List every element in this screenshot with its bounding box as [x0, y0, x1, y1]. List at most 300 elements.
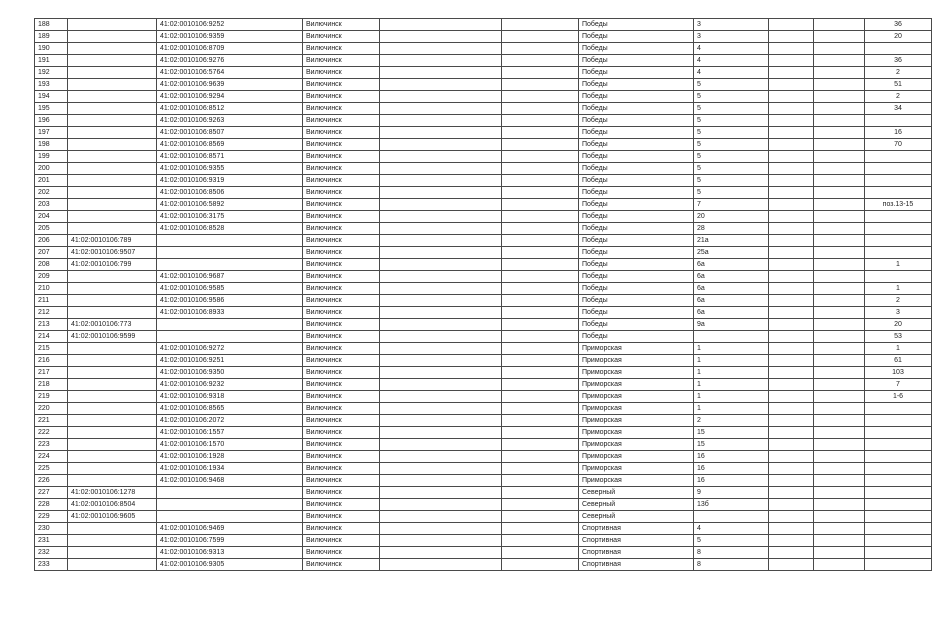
empty-cell — [769, 259, 814, 271]
empty-cell — [380, 487, 502, 499]
street-cell: Победы — [579, 115, 694, 127]
premises-cadastral-number-cell: 41:02:0010106:9272 — [157, 343, 303, 355]
empty-cell — [502, 43, 579, 55]
apartment-cell — [865, 427, 932, 439]
empty-cell — [502, 535, 579, 547]
locality-cell: Вилючинск — [303, 535, 380, 547]
premises-cadastral-number-cell — [157, 235, 303, 247]
empty-cell — [380, 391, 502, 403]
empty-cell — [380, 307, 502, 319]
premises-cadastral-number-cell: 41:02:0010106:7599 — [157, 535, 303, 547]
locality-cell: Вилючинск — [303, 547, 380, 559]
empty-cell — [769, 115, 814, 127]
empty-cell — [814, 307, 865, 319]
cadastral-number-cell — [68, 403, 157, 415]
empty-cell — [769, 547, 814, 559]
apartment-cell — [865, 487, 932, 499]
street-cell: Победы — [579, 91, 694, 103]
empty-cell — [769, 355, 814, 367]
empty-cell — [502, 427, 579, 439]
empty-cell — [769, 79, 814, 91]
empty-cell — [769, 343, 814, 355]
empty-cell — [380, 319, 502, 331]
cadastral-number-cell — [68, 211, 157, 223]
locality-cell: Вилючинск — [303, 139, 380, 151]
street-cell: Приморская — [579, 379, 694, 391]
table-row — [35, 175, 932, 187]
empty-cell — [769, 487, 814, 499]
cadastral-number-cell — [68, 79, 157, 91]
locality-cell: Вилючинск — [303, 67, 380, 79]
cadastral-number-cell — [68, 127, 157, 139]
table-row — [35, 355, 932, 367]
street-cell: Победы — [579, 127, 694, 139]
locality-cell: Вилючинск — [303, 391, 380, 403]
table-row — [35, 163, 932, 175]
row-number-cell: 206 — [35, 235, 68, 247]
empty-cell — [502, 367, 579, 379]
empty-cell — [380, 187, 502, 199]
street-cell: Победы — [579, 199, 694, 211]
locality-cell: Вилючинск — [303, 163, 380, 175]
empty-cell — [380, 91, 502, 103]
empty-cell — [502, 343, 579, 355]
table-row — [35, 307, 932, 319]
empty-cell — [380, 403, 502, 415]
cadastral-number-cell — [68, 343, 157, 355]
house-number-cell: 5 — [694, 151, 769, 163]
cadastral-number-cell — [68, 55, 157, 67]
locality-cell: Вилючинск — [303, 199, 380, 211]
cadastral-number-cell — [68, 307, 157, 319]
premises-cadastral-number-cell: 41:02:0010106:8569 — [157, 139, 303, 151]
street-cell: Приморская — [579, 451, 694, 463]
row-number-cell: 207 — [35, 247, 68, 259]
empty-cell — [814, 487, 865, 499]
locality-cell: Вилючинск — [303, 355, 380, 367]
street-cell: Приморская — [579, 391, 694, 403]
empty-cell — [380, 79, 502, 91]
empty-cell — [769, 475, 814, 487]
cadastral-number-cell — [68, 223, 157, 235]
empty-cell — [814, 463, 865, 475]
premises-cadastral-number-cell: 41:02:0010106:9350 — [157, 367, 303, 379]
premises-cadastral-number-cell: 41:02:0010106:9252 — [157, 19, 303, 31]
cadastral-number-cell: 41:02:0010106:799 — [68, 259, 157, 271]
empty-cell — [380, 451, 502, 463]
empty-cell — [769, 223, 814, 235]
empty-cell — [380, 235, 502, 247]
row-number-cell: 221 — [35, 415, 68, 427]
street-cell: Победы — [579, 259, 694, 271]
house-number-cell: 5 — [694, 103, 769, 115]
cadastral-number-cell — [68, 103, 157, 115]
street-cell: Северный — [579, 499, 694, 511]
empty-cell — [502, 439, 579, 451]
empty-cell — [769, 559, 814, 571]
empty-cell — [380, 19, 502, 31]
table-row — [35, 19, 932, 31]
premises-cadastral-number-cell: 41:02:0010106:8571 — [157, 151, 303, 163]
table-row — [35, 475, 932, 487]
locality-cell: Вилючинск — [303, 187, 380, 199]
empty-cell — [814, 139, 865, 151]
premises-cadastral-number-cell: 41:02:0010106:9319 — [157, 175, 303, 187]
premises-cadastral-number-cell: 41:02:0010106:9687 — [157, 271, 303, 283]
apartment-cell — [865, 559, 932, 571]
house-number-cell: 7 — [694, 199, 769, 211]
empty-cell — [380, 463, 502, 475]
premises-cadastral-number-cell: 41:02:0010106:9232 — [157, 379, 303, 391]
empty-cell — [380, 523, 502, 535]
apartment-cell: 61 — [865, 355, 932, 367]
street-cell: Победы — [579, 235, 694, 247]
row-number-cell: 217 — [35, 367, 68, 379]
table-row — [35, 271, 932, 283]
house-number-cell: 5 — [694, 79, 769, 91]
street-cell: Победы — [579, 19, 694, 31]
empty-cell — [502, 235, 579, 247]
premises-cadastral-number-cell — [157, 487, 303, 499]
table-row — [35, 103, 932, 115]
house-number-cell: 8 — [694, 559, 769, 571]
street-cell: Спортивная — [579, 535, 694, 547]
premises-cadastral-number-cell: 41:02:0010106:3175 — [157, 211, 303, 223]
empty-cell — [814, 175, 865, 187]
empty-cell — [380, 271, 502, 283]
locality-cell: Вилючинск — [303, 223, 380, 235]
row-number-cell: 232 — [35, 547, 68, 559]
house-number-cell: 6а — [694, 283, 769, 295]
street-cell: Победы — [579, 223, 694, 235]
cadastral-number-cell: 41:02:0010106:1278 — [68, 487, 157, 499]
street-cell: Спортивная — [579, 523, 694, 535]
house-number-cell: 4 — [694, 43, 769, 55]
table-row — [35, 199, 932, 211]
empty-cell — [814, 103, 865, 115]
empty-cell — [380, 295, 502, 307]
table-row — [35, 151, 932, 163]
premises-cadastral-number-cell — [157, 259, 303, 271]
empty-cell — [769, 91, 814, 103]
empty-cell — [380, 331, 502, 343]
house-number-cell: 1 — [694, 355, 769, 367]
apartment-cell: 1 — [865, 283, 932, 295]
table-row — [35, 463, 932, 475]
table-row — [35, 451, 932, 463]
apartment-cell — [865, 415, 932, 427]
empty-cell — [814, 355, 865, 367]
house-number-cell: 6а — [694, 259, 769, 271]
street-cell: Победы — [579, 211, 694, 223]
premises-cadastral-number-cell: 41:02:0010106:1928 — [157, 451, 303, 463]
cadastral-number-cell — [68, 523, 157, 535]
row-number-cell: 192 — [35, 67, 68, 79]
row-number-cell: 189 — [35, 31, 68, 43]
empty-cell — [769, 19, 814, 31]
empty-cell — [769, 319, 814, 331]
street-cell: Победы — [579, 103, 694, 115]
premises-cadastral-number-cell: 41:02:0010106:8709 — [157, 43, 303, 55]
empty-cell — [769, 43, 814, 55]
row-number-cell: 231 — [35, 535, 68, 547]
house-number-cell: 5 — [694, 91, 769, 103]
table-row — [35, 31, 932, 43]
table-row — [35, 559, 932, 571]
cadastral-number-cell — [68, 355, 157, 367]
locality-cell: Вилючинск — [303, 487, 380, 499]
street-cell: Приморская — [579, 367, 694, 379]
table-row — [35, 415, 932, 427]
cadastral-number-cell — [68, 439, 157, 451]
locality-cell: Вилючинск — [303, 175, 380, 187]
premises-cadastral-number-cell: 41:02:0010106:9305 — [157, 559, 303, 571]
empty-cell — [814, 379, 865, 391]
empty-cell — [380, 355, 502, 367]
cadastral-number-cell — [68, 295, 157, 307]
apartment-cell — [865, 535, 932, 547]
premises-cadastral-number-cell — [157, 511, 303, 523]
row-number-cell: 200 — [35, 163, 68, 175]
row-number-cell: 198 — [35, 139, 68, 151]
street-cell: Спортивная — [579, 559, 694, 571]
cadastral-number-cell: 41:02:0010106:9605 — [68, 511, 157, 523]
empty-cell — [814, 415, 865, 427]
apartment-cell: 53 — [865, 331, 932, 343]
row-number-cell: 223 — [35, 439, 68, 451]
locality-cell: Вилючинск — [303, 511, 380, 523]
empty-cell — [814, 55, 865, 67]
empty-cell — [502, 295, 579, 307]
empty-cell — [814, 67, 865, 79]
locality-cell: Вилючинск — [303, 379, 380, 391]
empty-cell — [380, 283, 502, 295]
apartment-cell — [865, 235, 932, 247]
apartment-cell: 51 — [865, 79, 932, 91]
empty-cell — [380, 55, 502, 67]
empty-cell — [502, 247, 579, 259]
empty-cell — [380, 115, 502, 127]
empty-cell — [502, 451, 579, 463]
house-number-cell: 3 — [694, 31, 769, 43]
house-number-cell: 16 — [694, 475, 769, 487]
apartment-cell: поз.13-15 — [865, 199, 932, 211]
cadastral-number-cell — [68, 547, 157, 559]
empty-cell — [502, 307, 579, 319]
locality-cell: Вилючинск — [303, 235, 380, 247]
apartment-cell — [865, 475, 932, 487]
table-row — [35, 439, 932, 451]
street-cell: Победы — [579, 283, 694, 295]
table-row — [35, 235, 932, 247]
table-row — [35, 391, 932, 403]
apartment-cell — [865, 271, 932, 283]
apartment-cell — [865, 499, 932, 511]
cadastral-number-cell — [68, 475, 157, 487]
apartment-cell — [865, 211, 932, 223]
row-number-cell: 196 — [35, 115, 68, 127]
empty-cell — [769, 67, 814, 79]
empty-cell — [814, 79, 865, 91]
house-number-cell: 6а — [694, 307, 769, 319]
empty-cell — [380, 127, 502, 139]
street-cell: Победы — [579, 55, 694, 67]
empty-cell — [502, 331, 579, 343]
apartment-cell: 1 — [865, 343, 932, 355]
empty-cell — [769, 175, 814, 187]
house-number-cell — [694, 331, 769, 343]
empty-cell — [814, 523, 865, 535]
empty-cell — [769, 367, 814, 379]
empty-cell — [502, 283, 579, 295]
empty-cell — [380, 103, 502, 115]
premises-cadastral-number-cell: 41:02:0010106:9586 — [157, 295, 303, 307]
cadastral-number-cell — [68, 67, 157, 79]
locality-cell: Вилючинск — [303, 343, 380, 355]
street-cell: Победы — [579, 67, 694, 79]
empty-cell — [769, 415, 814, 427]
empty-cell — [380, 139, 502, 151]
empty-cell — [380, 67, 502, 79]
locality-cell: Вилючинск — [303, 103, 380, 115]
empty-cell — [814, 151, 865, 163]
empty-cell — [814, 331, 865, 343]
empty-cell — [769, 307, 814, 319]
row-number-cell: 225 — [35, 463, 68, 475]
house-number-cell: 5 — [694, 175, 769, 187]
premises-cadastral-number-cell: 41:02:0010106:9251 — [157, 355, 303, 367]
apartment-cell — [865, 403, 932, 415]
house-number-cell: 28 — [694, 223, 769, 235]
street-cell: Победы — [579, 319, 694, 331]
premises-cadastral-number-cell: 41:02:0010106:9639 — [157, 79, 303, 91]
empty-cell — [769, 235, 814, 247]
empty-cell — [814, 295, 865, 307]
cadastral-number-cell: 41:02:0010106:9599 — [68, 331, 157, 343]
empty-cell — [814, 343, 865, 355]
empty-cell — [380, 427, 502, 439]
house-number-cell: 5 — [694, 139, 769, 151]
house-number-cell: 9а — [694, 319, 769, 331]
locality-cell: Вилючинск — [303, 451, 380, 463]
row-number-cell: 212 — [35, 307, 68, 319]
empty-cell — [814, 439, 865, 451]
empty-cell — [769, 199, 814, 211]
table-row — [35, 43, 932, 55]
table-body — [35, 19, 932, 571]
row-number-cell: 201 — [35, 175, 68, 187]
empty-cell — [380, 535, 502, 547]
row-number-cell: 193 — [35, 79, 68, 91]
street-cell: Победы — [579, 163, 694, 175]
empty-cell — [502, 223, 579, 235]
empty-cell — [502, 151, 579, 163]
empty-cell — [769, 379, 814, 391]
row-number-cell: 222 — [35, 427, 68, 439]
house-number-cell: 4 — [694, 67, 769, 79]
empty-cell — [814, 451, 865, 463]
apartment-cell — [865, 115, 932, 127]
locality-cell: Вилючинск — [303, 427, 380, 439]
empty-cell — [380, 343, 502, 355]
house-number-cell: 5 — [694, 535, 769, 547]
empty-cell — [380, 439, 502, 451]
row-number-cell: 233 — [35, 559, 68, 571]
empty-cell — [814, 475, 865, 487]
apartment-cell — [865, 175, 932, 187]
street-cell: Приморская — [579, 463, 694, 475]
cadastral-number-cell — [68, 367, 157, 379]
street-cell: Приморская — [579, 427, 694, 439]
empty-cell — [380, 175, 502, 187]
locality-cell: Вилючинск — [303, 367, 380, 379]
premises-cadastral-number-cell: 41:02:0010106:5892 — [157, 199, 303, 211]
street-cell: Победы — [579, 271, 694, 283]
table-row — [35, 499, 932, 511]
empty-cell — [502, 103, 579, 115]
row-number-cell: 205 — [35, 223, 68, 235]
street-cell: Победы — [579, 31, 694, 43]
premises-cadastral-number-cell: 41:02:0010106:1570 — [157, 439, 303, 451]
empty-cell — [502, 415, 579, 427]
empty-cell — [380, 379, 502, 391]
row-number-cell: 190 — [35, 43, 68, 55]
empty-cell — [814, 163, 865, 175]
premises-cadastral-number-cell: 41:02:0010106:9294 — [157, 91, 303, 103]
cadastral-number-cell — [68, 31, 157, 43]
table-row — [35, 427, 932, 439]
row-number-cell: 228 — [35, 499, 68, 511]
house-number-cell: 1 — [694, 343, 769, 355]
empty-cell — [769, 511, 814, 523]
street-cell: Северный — [579, 487, 694, 499]
empty-cell — [769, 151, 814, 163]
empty-cell — [380, 223, 502, 235]
table-row — [35, 91, 932, 103]
premises-cadastral-number-cell: 41:02:0010106:8528 — [157, 223, 303, 235]
empty-cell — [814, 367, 865, 379]
empty-cell — [380, 475, 502, 487]
locality-cell: Вилючинск — [303, 55, 380, 67]
cadastral-number-cell — [68, 151, 157, 163]
empty-cell — [502, 379, 579, 391]
apartment-cell — [865, 547, 932, 559]
row-number-cell: 199 — [35, 151, 68, 163]
table-row — [35, 283, 932, 295]
house-number-cell: 20 — [694, 211, 769, 223]
table-row — [35, 367, 932, 379]
empty-cell — [769, 535, 814, 547]
apartment-cell: 2 — [865, 67, 932, 79]
house-number-cell: 1 — [694, 367, 769, 379]
locality-cell: Вилючинск — [303, 43, 380, 55]
empty-cell — [502, 175, 579, 187]
locality-cell: Вилючинск — [303, 259, 380, 271]
premises-cadastral-number-cell — [157, 499, 303, 511]
apartment-cell: 7 — [865, 379, 932, 391]
table-row — [35, 115, 932, 127]
empty-cell — [502, 211, 579, 223]
empty-cell — [814, 319, 865, 331]
street-cell: Победы — [579, 307, 694, 319]
apartment-cell: 20 — [865, 31, 932, 43]
street-cell: Победы — [579, 331, 694, 343]
locality-cell: Вилючинск — [303, 271, 380, 283]
empty-cell — [502, 355, 579, 367]
premises-cadastral-number-cell: 41:02:0010106:8933 — [157, 307, 303, 319]
table-row — [35, 187, 932, 199]
locality-cell: Вилючинск — [303, 319, 380, 331]
